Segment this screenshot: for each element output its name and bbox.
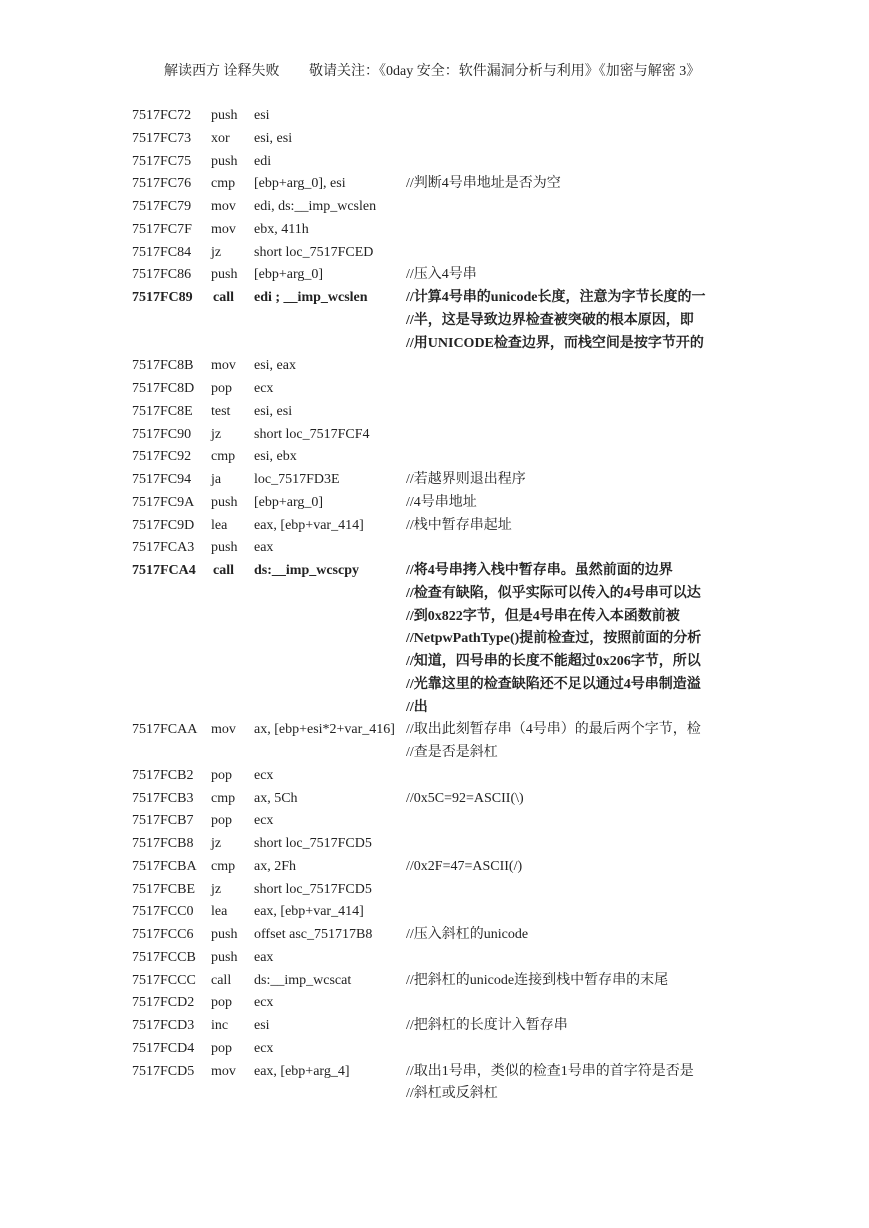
listing-line (132, 970, 752, 993)
disassembly-listing (132, 105, 752, 1106)
listing-line (132, 264, 752, 287)
address: 7517FC89 (132, 290, 193, 305)
address: 7517FC9A (132, 494, 195, 510)
comment-continuation-line (132, 651, 752, 674)
comment: //判断4号串地址是否为空 (406, 176, 561, 192)
address: 7517FCB8 (132, 836, 194, 851)
mnemonic: cmp (211, 790, 236, 806)
address: 7517FCD3 (132, 1018, 195, 1033)
comment: //压入斜杠的unicode (406, 927, 529, 942)
operands: esi (254, 1018, 270, 1033)
listing-line (132, 947, 752, 970)
mnemonic: cmp (211, 449, 236, 465)
comment-continuation-line (132, 583, 752, 606)
listing-line (132, 901, 752, 924)
address: 7517FC73 (132, 130, 192, 146)
mnemonic: push (211, 949, 238, 965)
address: 7517FC72 (132, 108, 192, 123)
comment: //光靠这里的检查缺陷还不足以通过4号串制造溢 (406, 676, 701, 692)
operands: loc_7517FD3E (254, 472, 340, 487)
mnemonic: pop (211, 995, 232, 1011)
address: 7517FCD2 (132, 995, 195, 1011)
listing-line (132, 537, 752, 560)
mnemonic: call (213, 563, 234, 578)
operands: ecx (254, 381, 274, 396)
comment: //取出1号串，类似的检查1号串的首字符是否是 (406, 1063, 694, 1079)
address: 7517FCAA (132, 722, 198, 738)
comment-continuation-line (132, 742, 752, 765)
address: 7517FC75 (132, 153, 192, 169)
address: 7517FCA3 (132, 540, 195, 556)
operands: [ebp+arg_0], esi (254, 176, 346, 192)
address: 7517FC7F (132, 221, 192, 237)
address: 7517FC76 (132, 176, 192, 192)
mnemonic: push (211, 108, 238, 123)
listing-line (132, 469, 752, 492)
address: 7517FCB7 (132, 813, 194, 829)
mnemonic: lea (211, 517, 228, 533)
listing-line (132, 401, 752, 424)
address: 7517FCCB (132, 949, 196, 965)
listing-line (132, 219, 752, 242)
mnemonic: push (211, 153, 238, 169)
comment: //0x2F=47=ASCII(/) (406, 858, 523, 874)
comment: //知道，四号串的长度不能超过0x206字节，所以 (406, 654, 701, 669)
operands: ds:__imp_wcscat (254, 972, 352, 988)
listing-line (132, 492, 752, 515)
address: 7517FC92 (132, 449, 192, 465)
address: 7517FCC0 (132, 904, 194, 920)
operands: edi (254, 153, 272, 169)
mnemonic: pop (211, 1040, 232, 1056)
mnemonic: mov (211, 722, 236, 738)
address: 7517FC9D (132, 517, 195, 533)
comment: //检查有缺陷，似乎实际可以传入的4号串可以达 (406, 585, 701, 601)
comment: //把斜杠的unicode连接到栈中暂存串的末尾 (406, 972, 669, 988)
listing-line (132, 1038, 752, 1061)
comment-continuation-line (132, 1083, 752, 1106)
operands: [ebp+arg_0] (254, 494, 324, 510)
mnemonic: pop (211, 767, 232, 783)
mnemonic: test (211, 403, 231, 419)
address: 7517FCA4 (132, 563, 196, 578)
operands: eax (254, 540, 274, 556)
mnemonic: pop (211, 813, 232, 829)
listing-line (132, 446, 752, 469)
address: 7517FCB3 (132, 790, 194, 806)
operands: edi ; __imp_wcslen (254, 290, 368, 305)
comment: //用UNICODE检查边界，而栈空间是按字节开的 (406, 335, 704, 351)
operands: esi, esi (254, 130, 293, 146)
operands: ecx (254, 1040, 274, 1056)
listing-line (132, 856, 752, 879)
comment: //NetpwPathType()提前检查过，按照前面的分析 (406, 631, 702, 647)
address: 7517FC8B (132, 358, 194, 374)
comment: //查是否是斜杠 (406, 745, 498, 760)
operands: eax, [ebp+arg_4] (254, 1063, 350, 1079)
comment: //出 (406, 699, 428, 715)
comment: //斜杠或反斜杠 (406, 1086, 498, 1102)
address: 7517FCBE (132, 881, 196, 897)
address: 7517FCC6 (132, 927, 194, 942)
comment: //0x5C=92=ASCII(\) (406, 790, 524, 806)
address: 7517FCB2 (132, 767, 194, 783)
mnemonic: jz (211, 881, 222, 897)
listing-line (132, 992, 752, 1015)
operands: eax, [ebp+var_414] (254, 517, 364, 533)
mnemonic: push (211, 267, 238, 283)
operands: ax, 2Fh (254, 858, 296, 874)
header-title: 解读西方 诠释失败 (164, 64, 280, 79)
address: 7517FCBA (132, 858, 197, 874)
comment-continuation-line (132, 606, 752, 629)
address: 7517FC86 (132, 267, 192, 283)
operands: ecx (254, 767, 274, 783)
mnemonic: push (211, 927, 238, 942)
listing-line (132, 355, 752, 378)
mnemonic: mov (211, 1063, 236, 1079)
header-book-promo: 敬请关注：《0day 安全：软件漏洞分析与利用》《加密与解密 3》 (309, 64, 701, 79)
listing-line (132, 719, 752, 742)
listing-line (132, 242, 752, 265)
operands: esi (254, 108, 270, 123)
address: 7517FC8D (132, 381, 195, 396)
mnemonic: mov (211, 358, 236, 374)
mnemonic: mov (211, 199, 236, 214)
operands: offset asc_751717B8 (254, 927, 373, 942)
mnemonic: push (211, 540, 238, 556)
operands: ecx (254, 995, 274, 1011)
comment-continuation-line (132, 628, 752, 651)
operands: ax, [ebp+esi*2+var_416] (254, 722, 395, 738)
listing-line (132, 560, 752, 583)
listing-line (132, 378, 752, 401)
operands: edi, ds:__imp_wcslen (254, 199, 377, 214)
address: 7517FC90 (132, 426, 192, 442)
address: 7517FCD4 (132, 1040, 195, 1056)
comment: //压入4号串 (406, 267, 477, 283)
operands: esi, esi (254, 403, 293, 419)
listing-line (132, 151, 752, 174)
listing-line (132, 173, 752, 196)
operands: short loc_7517FCD5 (254, 881, 372, 897)
listing-line (132, 424, 752, 447)
operands: short loc_7517FCD5 (254, 836, 372, 851)
listing-line (132, 833, 752, 856)
listing-line (132, 1061, 752, 1084)
mnemonic: call (213, 290, 234, 305)
mnemonic: jz (211, 836, 222, 851)
mnemonic: inc (211, 1018, 229, 1033)
listing-line (132, 515, 752, 538)
comment-continuation-line (132, 674, 752, 697)
mnemonic: xor (211, 130, 230, 146)
comment: //将4号串拷入栈中暂存串。虽然前面的边界 (406, 563, 673, 578)
comment: //栈中暂存串起址 (406, 517, 512, 533)
comment: //半，这是导致边界检查被突破的根本原因，即 (406, 312, 694, 328)
mnemonic: mov (211, 221, 236, 237)
comment: //把斜杠的长度计入暂存串 (406, 1018, 568, 1033)
address: 7517FC8E (132, 403, 193, 419)
operands: ebx, 411h (254, 221, 309, 237)
listing-line (132, 287, 752, 310)
listing-line (132, 765, 752, 788)
listing-line (132, 105, 752, 128)
listing-line (132, 924, 752, 947)
mnemonic: jz (211, 244, 222, 260)
mnemonic: cmp (211, 176, 236, 192)
mnemonic: lea (211, 904, 228, 920)
address: 7517FC84 (132, 244, 192, 260)
comment-continuation-line (132, 310, 752, 333)
operands: short loc_7517FCF4 (254, 426, 370, 442)
page-header (164, 62, 784, 82)
comment: //取出此刻暂存串（4号串）的最后两个字节，检 (406, 722, 701, 738)
address: 7517FC94 (132, 472, 192, 487)
comment: //4号串地址 (406, 494, 477, 510)
listing-line (132, 1015, 752, 1038)
comment: //计算4号串的unicode长度，注意为字节长度的一 (406, 290, 706, 305)
comment-continuation-line (132, 697, 752, 720)
operands: ax, 5Ch (254, 790, 298, 806)
operands: eax, [ebp+var_414] (254, 904, 364, 920)
comment: //到0x822字节，但是4号串在传入本函数前被 (406, 608, 680, 624)
listing-line (132, 196, 752, 219)
operands: esi, eax (254, 358, 296, 374)
mnemonic: jz (211, 426, 222, 442)
mnemonic: pop (211, 381, 232, 396)
comment-continuation-line (132, 333, 752, 356)
mnemonic: ja (211, 472, 222, 487)
address: 7517FCD5 (132, 1063, 195, 1079)
operands: esi, ebx (254, 449, 297, 465)
listing-line (132, 788, 752, 811)
mnemonic: cmp (211, 858, 236, 874)
listing-line (132, 128, 752, 151)
operands: ecx (254, 813, 274, 829)
operands: ds:__imp_wcscpy (254, 563, 360, 578)
operands: short loc_7517FCED (254, 244, 374, 260)
listing-line (132, 879, 752, 902)
address: 7517FC79 (132, 199, 192, 214)
comment: //若越界则退出程序 (406, 472, 526, 487)
operands: eax (254, 949, 274, 965)
operands: [ebp+arg_0] (254, 267, 324, 283)
listing-line (132, 810, 752, 833)
address: 7517FCCC (132, 972, 196, 988)
mnemonic: call (211, 972, 232, 988)
mnemonic: push (211, 494, 238, 510)
